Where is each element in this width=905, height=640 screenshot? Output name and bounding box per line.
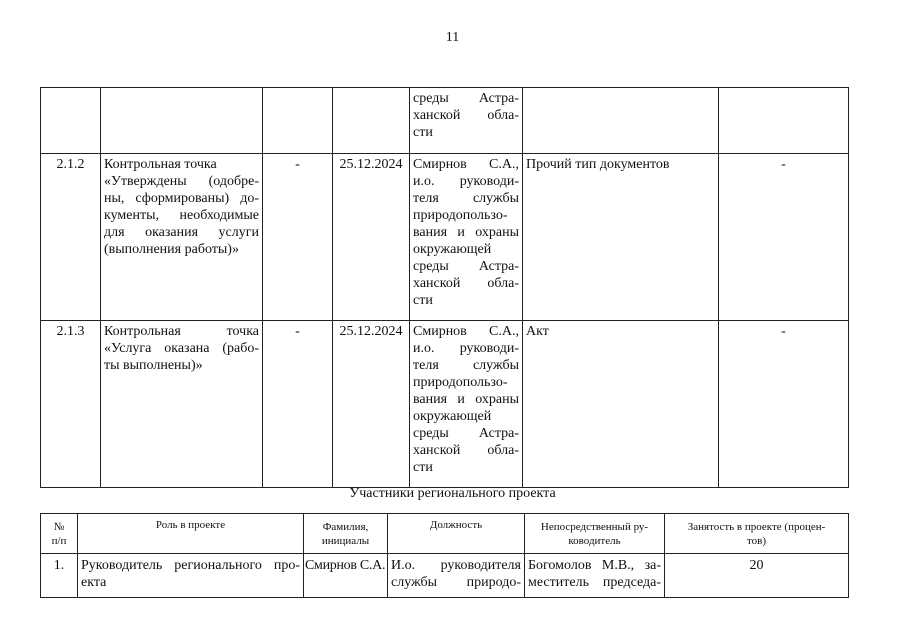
table-cell xyxy=(41,88,101,154)
text-line: (выполнения работы)» xyxy=(104,242,239,257)
text-line: ты выполнены)» xyxy=(104,358,203,373)
name-cell xyxy=(101,154,263,321)
section-title: Участники регионального проекта xyxy=(349,486,556,501)
text-line: природопользо- xyxy=(413,208,508,223)
text-line: сти xyxy=(413,293,433,308)
end-date: 25.12.2024 xyxy=(339,157,403,172)
text-line: окружающей xyxy=(413,409,492,424)
text-line: Контрольная точка xyxy=(104,324,259,339)
responsible-cell xyxy=(410,321,523,488)
text-line: «Услуга оказана (рабо- xyxy=(104,341,259,356)
num-cell: 1. xyxy=(41,554,78,598)
responsible-cell xyxy=(410,154,523,321)
text-line: и.о. руководи- xyxy=(413,341,519,356)
start-cell xyxy=(263,154,333,321)
text-line: ханской обла- xyxy=(413,276,519,291)
header-line: тов) xyxy=(746,534,767,547)
text-line: окружающей xyxy=(413,242,492,257)
doc-type: Акт xyxy=(526,324,549,339)
text-line: сти xyxy=(413,125,433,140)
table-cell xyxy=(101,88,263,154)
header-line: инициалы xyxy=(321,534,370,547)
column-header xyxy=(41,514,78,554)
page-number: 11 xyxy=(445,30,460,45)
text-line: вания и охраны xyxy=(413,392,519,407)
text-line: ханской обла- xyxy=(413,443,519,458)
header-line: п/п xyxy=(51,534,67,547)
name-cell: Смирнов С.А. xyxy=(304,554,388,598)
dash: - xyxy=(781,157,786,172)
header-line: Занятость в проекте (процен- xyxy=(687,520,826,533)
text-line: Богомолов М.В., за- xyxy=(528,558,661,573)
column-header xyxy=(525,514,665,554)
dash: - xyxy=(781,324,786,339)
doc-type-cell xyxy=(523,154,719,321)
participants-table xyxy=(40,513,849,598)
table-cell xyxy=(333,88,410,154)
text-line: теля службы xyxy=(413,191,519,206)
text-line: ны, сформированы) до- xyxy=(104,191,259,206)
end-date: 25.12.2024 xyxy=(339,324,403,339)
text-line: Руководитель регионального про- xyxy=(81,558,300,573)
text-line: теля службы xyxy=(413,358,519,373)
row-number: 2.1.2 xyxy=(56,157,85,172)
table-row xyxy=(41,154,849,321)
text-line: и.о. руководи- xyxy=(413,174,519,189)
text-line: среды Астра- xyxy=(413,91,519,106)
responsible-cell xyxy=(410,88,523,154)
position-cell xyxy=(388,554,525,598)
start-cell xyxy=(263,321,333,488)
text-line: ханской обла- xyxy=(413,108,519,123)
text-line: меститель председа- xyxy=(528,575,661,590)
header-line: Фамилия, xyxy=(322,520,369,533)
row-number: 2.1.3 xyxy=(56,324,85,339)
last-cell xyxy=(719,154,849,321)
column-header xyxy=(388,514,525,554)
text-line: вания и охраны xyxy=(413,225,519,240)
text-line: екта xyxy=(81,575,107,590)
text-line: сти xyxy=(413,460,433,475)
end-cell xyxy=(333,321,410,488)
header-line: Непосредственный ру- xyxy=(540,520,649,533)
column-header xyxy=(304,514,388,554)
text-line: И.о. руководителя xyxy=(391,558,521,573)
text-line: среды Астра- xyxy=(413,259,519,274)
header-line: Должность xyxy=(429,519,483,531)
start-date: - xyxy=(295,324,300,339)
role-cell xyxy=(78,554,304,598)
header-line: ководитель xyxy=(568,534,621,547)
num-cell xyxy=(41,154,101,321)
text-line: «Утверждены (одобре- xyxy=(104,174,259,189)
text-line: природопользо- xyxy=(413,375,508,390)
header-row xyxy=(41,514,849,554)
doc-type: Прочий тип документов xyxy=(526,157,670,172)
column-header xyxy=(78,514,304,554)
table-row xyxy=(41,88,849,154)
text-line: службы природо- xyxy=(391,575,521,590)
text-line: Смирнов С.А., xyxy=(413,324,519,339)
text-line: для оказания услуги xyxy=(104,225,259,240)
table-cell xyxy=(719,88,849,154)
text-line: среды Астра- xyxy=(413,426,519,441)
name-cell xyxy=(101,321,263,488)
table-cell xyxy=(523,88,719,154)
text-line: Контрольная точка xyxy=(104,157,217,172)
table-cell xyxy=(263,88,333,154)
table-row xyxy=(41,554,849,598)
end-cell xyxy=(333,154,410,321)
load-cell: 20 xyxy=(665,554,849,598)
text-line: Смирнов С.А., xyxy=(413,157,519,172)
header-line: № xyxy=(53,520,65,533)
manager-cell xyxy=(525,554,665,598)
num-cell xyxy=(41,321,101,488)
column-header xyxy=(665,514,849,554)
table-row xyxy=(41,321,849,488)
text-line: кументы, необходимые xyxy=(104,208,259,223)
start-date: - xyxy=(295,157,300,172)
last-cell xyxy=(719,321,849,488)
doc-type-cell xyxy=(523,321,719,488)
control-points-table xyxy=(40,87,849,488)
header-line: Роль в проекте xyxy=(155,519,226,531)
